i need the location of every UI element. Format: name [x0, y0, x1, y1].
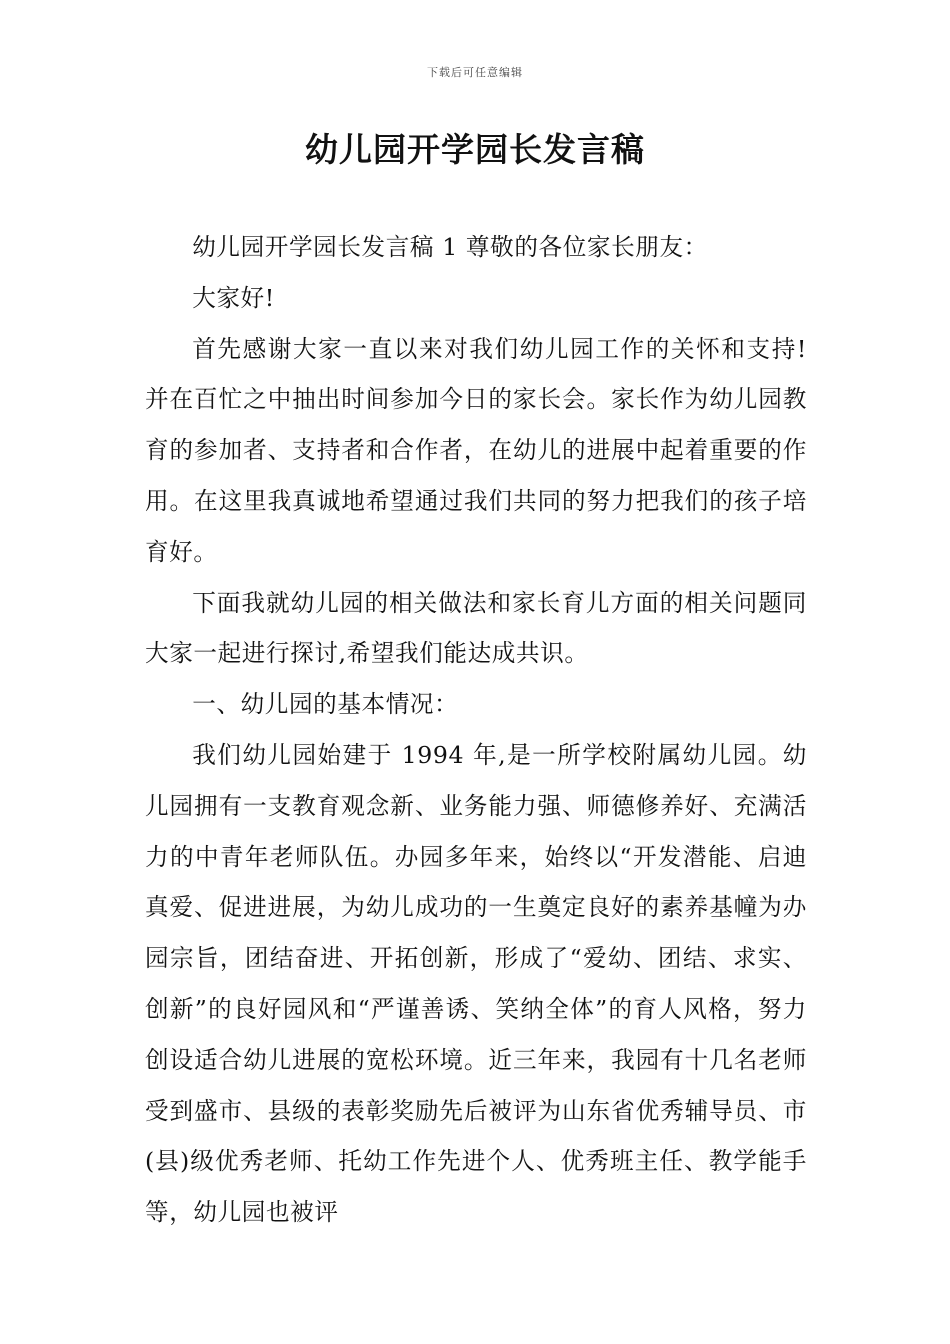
paragraph-discussion: 下面我就幼儿园的相关做法和家长育儿方面的相关问题同大家一起进行探讨,希望我们能达成共识。 — [145, 588, 807, 668]
document-title: 幼儿园开学园长发言稿 — [305, 130, 645, 169]
paragraph-thanks: 首先感谢大家一直以来对我们幼儿园工作的关怀和支持!并在百忙之中抽出时间参加今日的家长会。家长作为幼儿园教育的参加者、支持者和合作者，在幼儿的进展中起着重要的作用。在这里我真诚地希望通过我们共同的努力把我们的孩子培育好。 — [145, 334, 807, 566]
paragraph-greeting-line: 幼儿园开学园长发言稿 1 尊敬的各位家长朋友： — [192, 233, 708, 261]
header-note: 下载后可任意编辑 — [427, 66, 523, 79]
paragraph-kindergarten-history: 我们幼儿园始建于 1994 年,是一所学校附属幼儿园。幼儿园拥有一支教育观念新、业务能力强、师德修养好、充满活力的中青年老师队伍。办园多年来，始终以“开发潜能、启迪真爱、促进进展，为幼儿成功的一生奠定良好的素养基幢为办园宗旨，团结奋进、开拓创新，形成了“爱幼、团结、求实、创新”的良好园风和“严谨善诱、笑纳全体”的育人风格，努力创设适合幼儿进展的宽松环境。近三年来，我园有十几名老师受到盛市、县级的表彰奖励先后被评为山东省优秀辅导员、市(县)级优秀老师、托幼工作先进个人、优秀班主任、教学能手等，幼儿园也被评 — [145, 740, 807, 1227]
document-body — [145, 222, 807, 1238]
paragraph-hello: 大家好! — [192, 283, 275, 312]
section-heading-basic-info: 一、幼儿园的基本情况： — [192, 690, 459, 719]
